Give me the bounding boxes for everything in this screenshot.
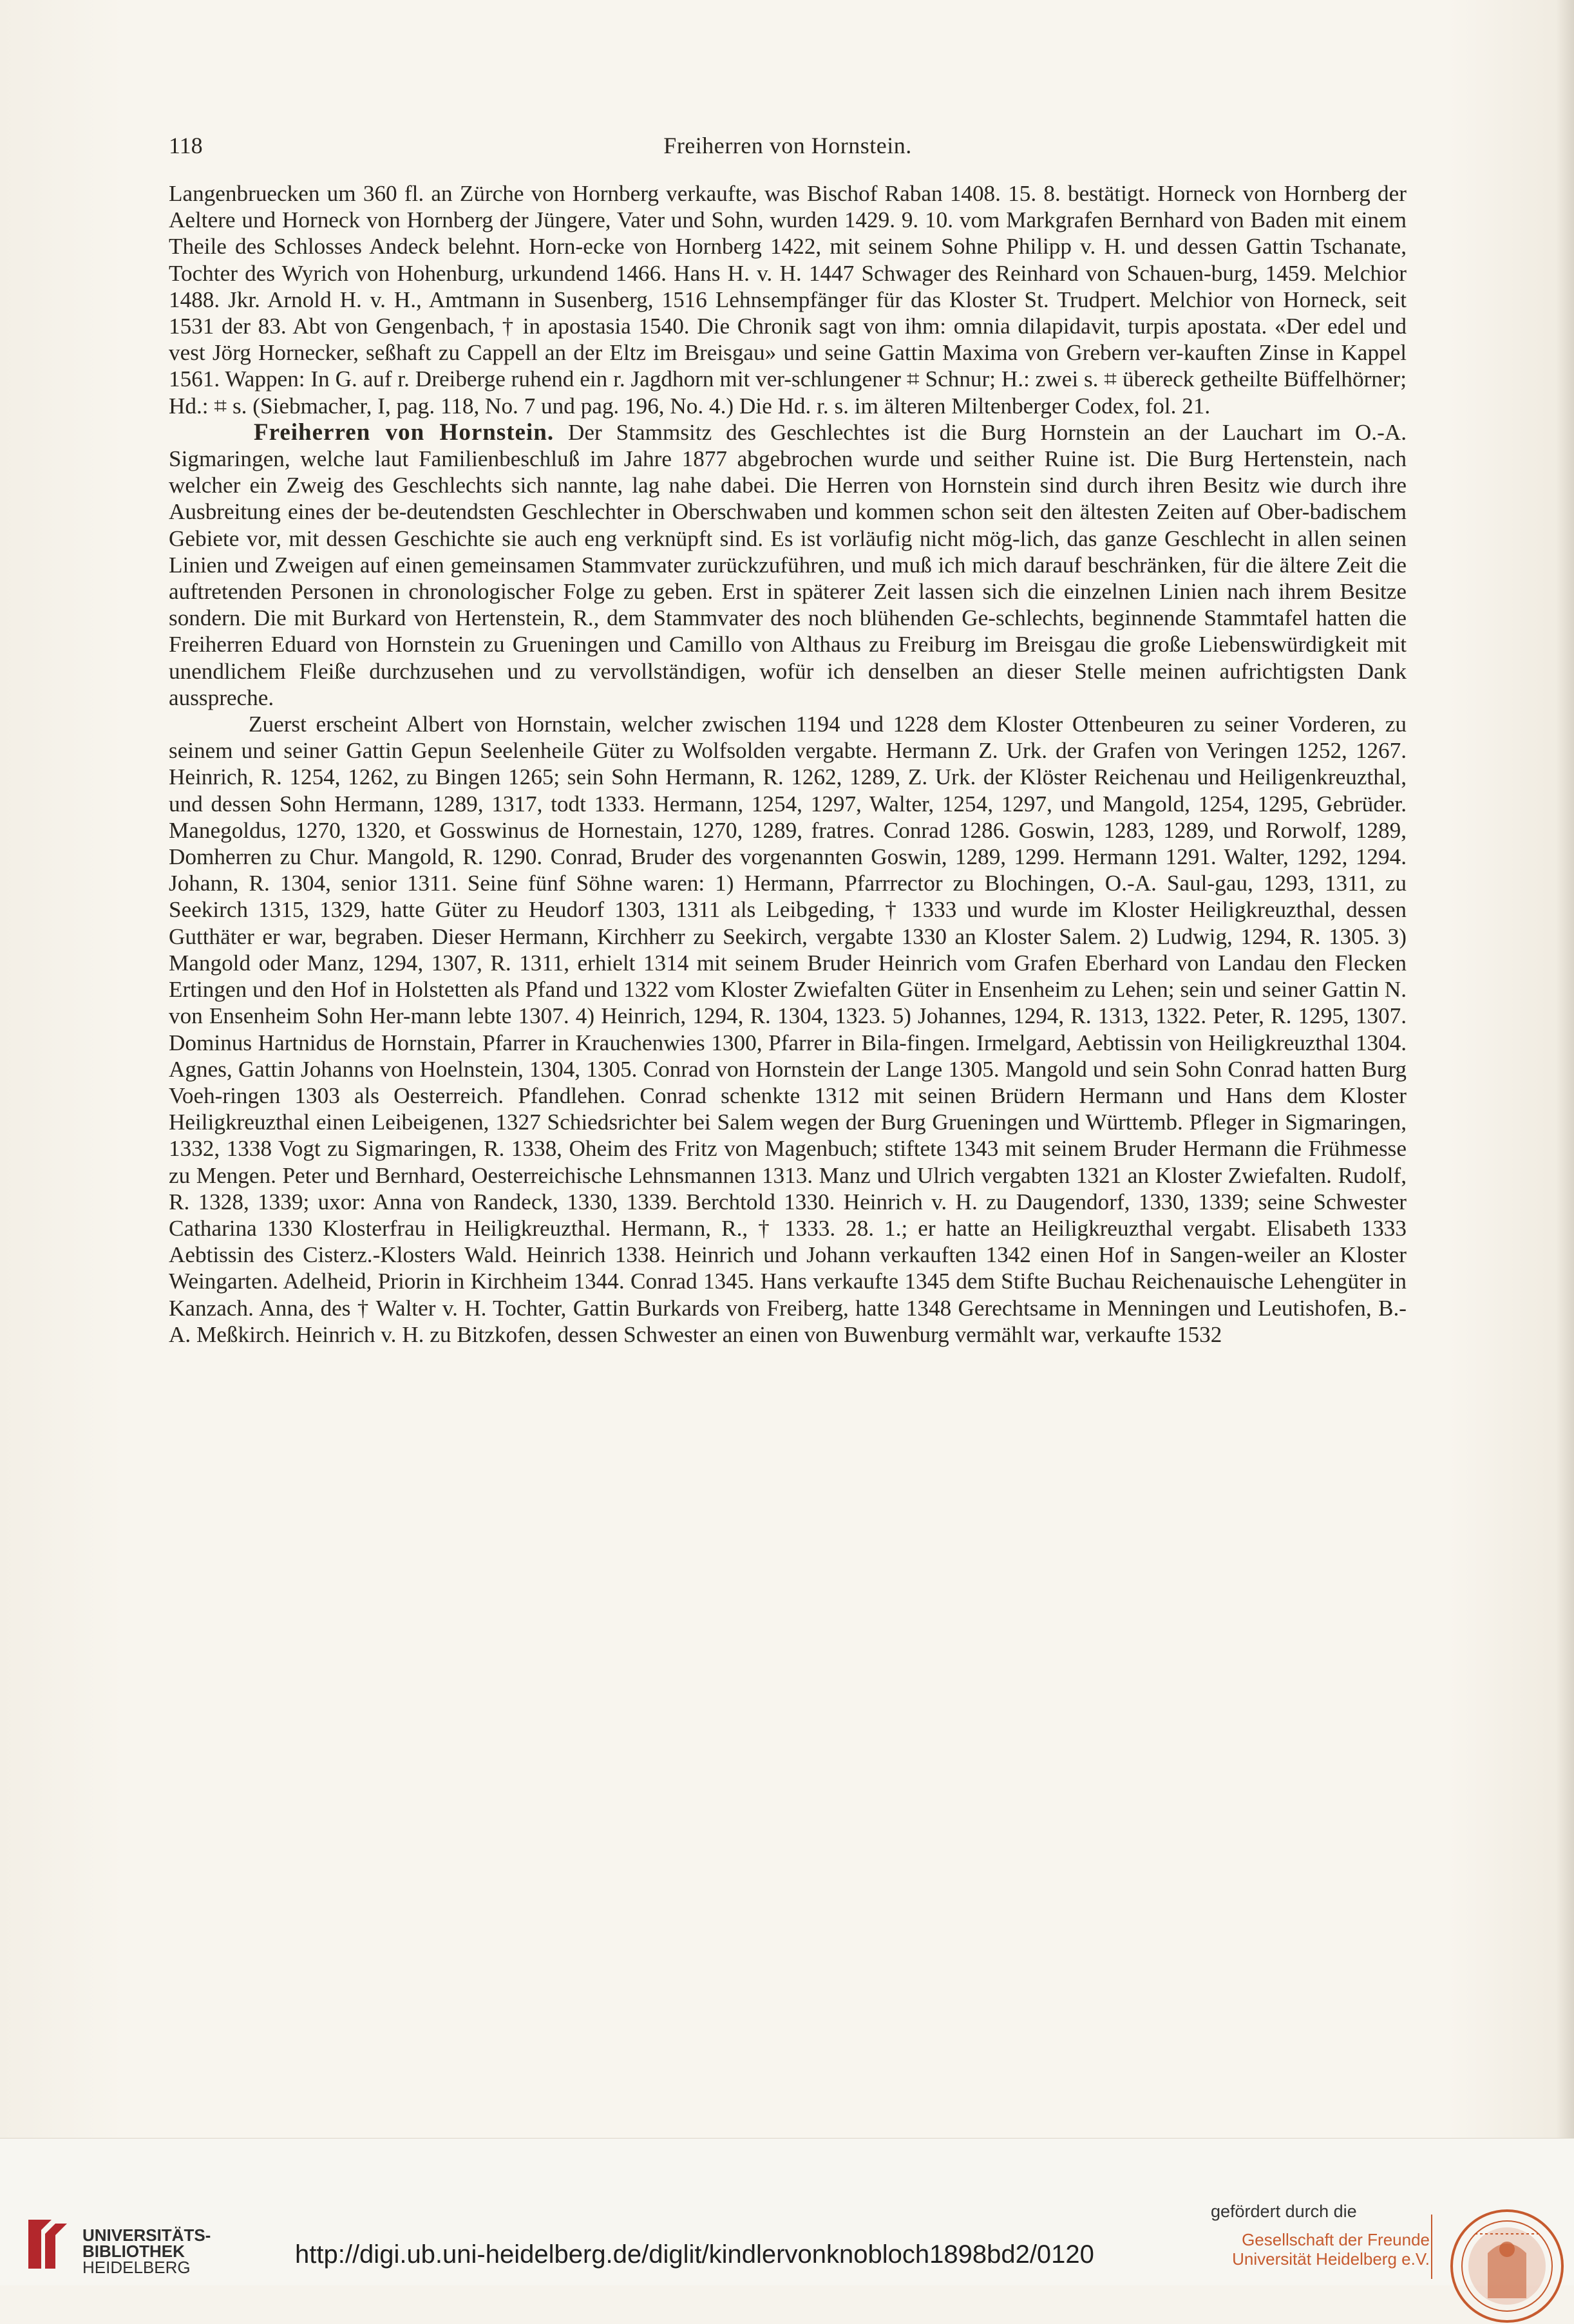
sponsor-name-line2: Universität Heidelberg e.V. bbox=[1232, 2249, 1430, 2269]
library-name-line1: UNIVERSITÄTS- bbox=[82, 2225, 211, 2245]
footer-bar bbox=[0, 2138, 1574, 2285]
sponsor-name bbox=[1211, 2230, 1430, 2269]
library-name-line3: HEIDELBERG bbox=[82, 2258, 191, 2277]
paragraph-hornberg: Langenbruecken um 360 fl. an Zürche von Hornberg verkaufte, was Bischof Raban 1408. 15. 8. bestätigt. Horneck von Hornberg der Aeltere und Horneck von Hornberg der Jüngere, Vater und Sohn, wurden 1429. 9. 10. vom Markgrafen Bernhard von Baden mit einem Theile des Schlosses Andeck belehnt. Horn-ecke von Hornberg 1422, mit seinem Sohne Philipp v. H. und dessen Gattin Tschanate, Tochter des Wyrich von Hohenburg, urkundend 1466. Hans H. v. H. 1447 Schwager des Reinhard von Schauen-burg, 1459. Melchior 1488. Jkr. Arnold H. v. H., Amtmann in Susenberg, 1516 Lehnsempfänger für das Kloster St. Trudpert. Melchior von Horneck, seit 1531 der 83. Abt von Gengenbach, † in apostasia 1540. Die Chronik sagt von ihm: omnia dilapidavit, turpis apostata. «Der edel und vest Jörg Hornecker, seßhaft zu Cappell an der Eltz im Breisgau» und seine Gattin Maxima von Grebern ver-kauften Zinse in Kappel 1561. Wappen: In G. auf r. Dreiberge ruhend ein r. Jagdhorn mit ver-schlungener ⌗ Schnur; H.: zwei s. ⌗ übereck getheilte Büffelhörner; Hd.: ⌗ s. (Siebmacher, I, pag. 118, No. 7 und pag. 196, No. 4.) Die Hd. r. s. im älteren Miltenberger Codex, fol. 21. bbox=[169, 181, 1407, 419]
sponsor-name-line1: Gesellschaft der Freunde bbox=[1242, 2230, 1430, 2249]
permalink-url[interactable]: http://digi.ub.uni-heidelberg.de/diglit/kindlervonknobloch1898bd2/0120 bbox=[295, 2240, 1094, 2269]
university-seal-icon bbox=[1449, 2208, 1565, 2324]
running-head bbox=[169, 126, 1407, 165]
library-name-line2: BIBLIOTHEK bbox=[82, 2242, 185, 2261]
ub-heidelberg-logo-icon bbox=[15, 2215, 75, 2274]
page-edge-shadow bbox=[1556, 0, 1574, 2285]
page-header-title: Freiherren von Hornstein. bbox=[663, 133, 912, 158]
paragraph-hornstein-genealogy: Zuerst erscheint Albert von Hornstain, welcher zwischen 1194 und 1228 dem Kloster Ottenbeuren zu seiner Vorderen, zu seinem und seiner Gattin Gepun Seelenheile Güter zu Wolfsolden vergabte. Hermann Z. Urk. der Grafen von Veringen 1252, 1267. Heinrich, R. 1254, 1262, zu Bingen 1265; sein Sohn Hermann, R. 1262, 1289, Z. Urk. der Klöster Reichenau und Heiligenkreuzthal, und dessen Sohn Hermann, 1289, 1317, todt 1333. Hermann, 1254, 1297, Walter, 1254, 1297, und Mangold, 1254, 1295, Gebrüder. Manegoldus, 1270, 1320, et Gosswinus de Hornestain, 1270, 1289, fratres. Conrad 1286. Goswin, 1283, 1289, und Rorwolf, 1289, Domherren zu Chur. Mangold, R. 1290. Conrad, Bruder des vorgenannten Goswin, 1289, 1299. Hermann 1291. Walter, 1292, 1294. Johann, R. 1304, senior 1311. Seine fünf Söhne waren: 1) Hermann, Pfarrrector zu Blochingen, O.-A. Saul-gau, 1293, 1311, zu Seekirch 1315, 1329, hatte Güter zu Heudorf 1303, 1311 als Leibgeding, † 1333 und wurde im Kloster Heiligkreuzthal, dessen Gutthäter er war, begraben. Dieser Hermann, Kirchherr zu Seekirch, vergabte 1330 an Kloster Salem. 2) Ludwig, 1294, R. 1305. 3) Mangold oder Manz, 1294, 1307, R. 1311, erhielt 1314 mit seinem Bruder Heinrich vom Grafen Eberhard von Landau den Flecken Ertingen und den Hof in Holstetten als Pfand und 1322 vom Kloster Zwiefalten Güter in Ensenheim zu Lehen; sein und seiner Gattin N. von Ensenheim Sohn Her-mann lebte 1307. 4) Heinrich, 1294, R. 1304, 1323. 5) Johannes, 1294, R. 1313, 1322. Peter, R. 1295, 1307. Dominus Hartnidus de Hornstain, Pfarrer in Krauchenwies 1300, Pfarrer in Bila-fingen. Irmelgard, Aebtissin von Heiligkreuzthal 1304. Agnes, Gattin Johanns von Hoelnstein, 1304, 1305. Conrad von Hornstein der Lange 1305. Mangold und sein Sohn Conrad hatten Burg Voeh-ringen 1303 als Oesterreich. Pfandlehen. Conrad schenkte 1312 mit seinen Brüdern Hermann und Hans dem Kloster Heiligkreuzthal einen Leibeigenen, 1327 Schiedsrichter bei Salem wegen der Burg Grueningen und Württemb. Pfleger in Sigmaringen, 1332, 1338 Vogt zu Sigmaringen, R. 1338, Oheim des Fritz von Magenbuch; stiftete 1343 mit seinem Bruder Hermann die Frühmesse zu Mengen. Peter und Bernhard, Oesterreichische Lehnsmannen 1313. Manz und Ulrich vergabten 1321 an Kloster Zwiefalten. Rudolf, R. 1328, 1339; uxor: Anna von Randeck, 1330, 1339. Berchtold 1330. Heinrich v. H. zu Daugendorf, 1330, 1339; seine Schwester Catharina 1330 Klosterfrau in Heiligkreuzthal. Hermann, R., † 1333. 28. 1.; er hatte an Heiligkreuzthal vergabt. Elisabeth 1333 Aebtissin des Cisterz.-Klosters Wald. Heinrich 1338. Heinrich und Johann verkauften 1342 einen Hof in Sangen-weiler an Kloster Weingarten. Adelheid, Priorin in Kirchheim 1344. Conrad 1345. Hans verkaufte 1345 dem Stifte Buchau Reichenauische Lehengüter in Kanzach. Anna, des † Walter v. H. Tochter, Gattin Burkards von Freiberg, hatte 1348 Gerechtsame in Menningen und Leutishofen, B.-A. Meßkirch. Heinrich v. H. zu Bitzkofen, dessen Schwester an einen von Buwenburg vermählt war, verkaufte 1532 bbox=[169, 712, 1407, 1347]
section-headword: Freiherren von Hornstein. bbox=[254, 419, 555, 446]
paragraph-hornstein-intro-text: Der Stammsitz des Geschlechtes ist die Burg Hornstein an der Lauchart im O.-A. Sigmaringen, welche laut Familienbeschluß im Jahre 1877 abgebrochen wurde und seither Ruine ist. Die Burg Hertenstein, nach welcher ein Zweig des Geschlechts sich nannte, lag nahe dabei. Die Herren von Hornstein sind durch ihren Besitz wie durch ihre Ausbreitung eines der be-deutendsten Geschlechter in Oberschwaben und kommen schon seit den ältesten Zeiten auf Ober-badischem Gebiete vor, mit dessen Geschichte sie auch eng verknüpft sind. Es ist vorläufig nicht mög-lich, das ganze Geschlecht in allen seinen Linien und Zweigen auf einen gemeinsamen Stammvater zurückzuführen, und muß ich mich darauf beschränken, für die ältere Zeit die auftretenden Personen in chronologischer Folge zu geben. Erst in späterer Zeit lassen sich die einzelnen Linien nach ihrem Besitze sondern. Die mit Burkard von Hertenstein, R., dem Stammvater des noch blühenden Ge-schlechts, beginnende Stammtafel hatten die Freiherren Eduard von Hornstein zu Grueningen und Camillo von Althaus zu Freiburg im Breisgau die große Liebenswürdigkeit mit unendlichem Fleiße durchzusehen und zu vervollständigen, wofür ich denselben an dieser Stelle meinen aufrichtigsten Dank ausspreche. bbox=[169, 419, 1407, 710]
paragraph-hornstein-intro bbox=[169, 419, 1407, 711]
sponsor-label: gefördert durch die bbox=[1211, 2202, 1357, 2221]
sponsor-divider bbox=[1431, 2215, 1432, 2279]
page-number: 118 bbox=[169, 133, 203, 158]
library-name bbox=[82, 2227, 211, 2276]
body-text bbox=[169, 180, 1407, 1348]
